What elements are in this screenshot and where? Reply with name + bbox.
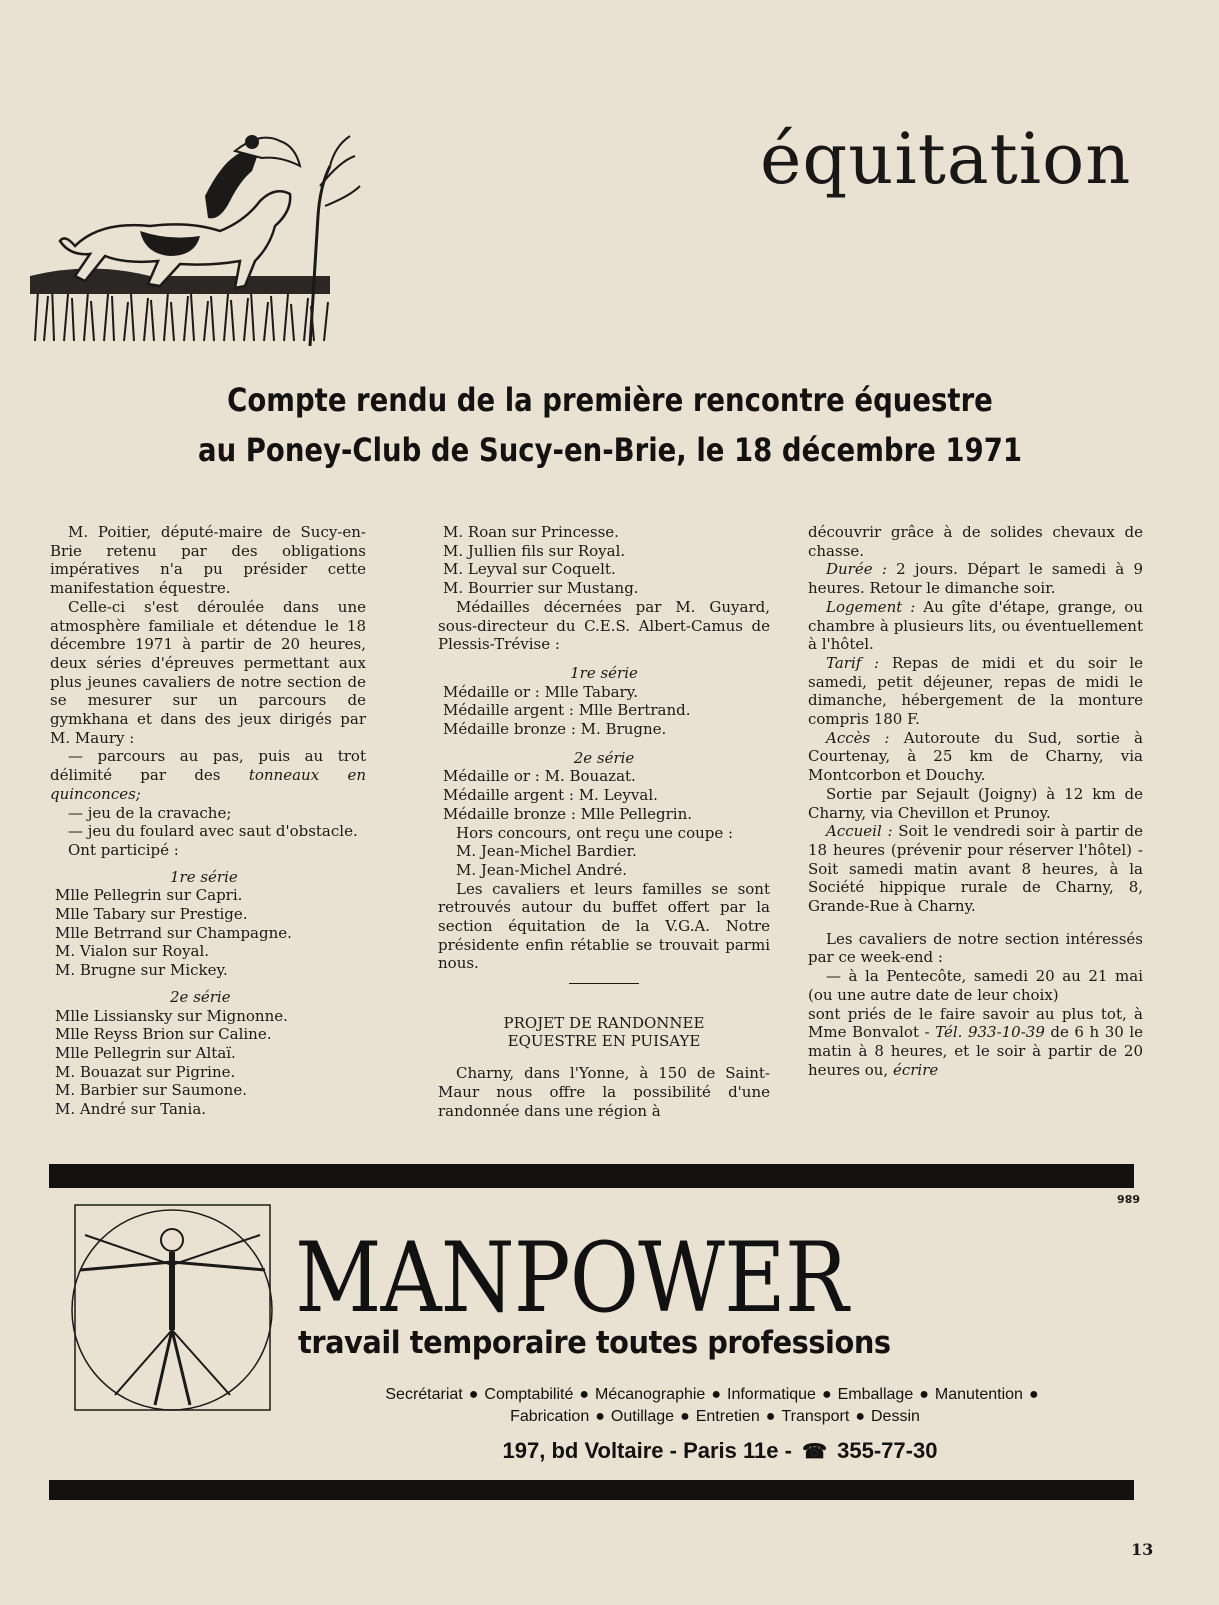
logement [808,598,1143,654]
service-item: Comptabilité [484,1386,574,1403]
value: Soit le vendredi soir à partir de 18 heures (prévenir pour réserver l'hôtel) - Soit samedi matin avant 8 heures, à la Société hippique rurale de Charny, 8, Grande-Rue à Charny. [808,822,1143,916]
bullet-icon: ● [680,1408,690,1425]
service-item: Secrétariat [385,1386,463,1403]
ad-top-bar [49,1164,1134,1188]
bullet-icon: ● [919,1386,929,1403]
service-item: Dessin [871,1408,920,1425]
service-item: Entretien [695,1408,760,1425]
projet-title-line-2: EQUESTRE EN PUISAYE [507,1032,701,1051]
serie-label: 2e série [573,748,635,767]
list-item: M. André sur Tania. [55,1100,207,1119]
paragraph: Celle-ci s'est déroulée dans une atmosphère familiale et détendue le 18 décembre 1971 à partir de 20 heures, deux séries d'épreuves permettant aux plus jeunes cavaliers de notre section de se mesurer sur un parcours de gymkhana et dans des jeux dirigés par M. Maury : [50,597,366,747]
ad-bottom-bar [49,1480,1134,1500]
horse-rider-illustration [30,126,365,346]
list-item: M. Barbier sur Saumone. [55,1081,247,1100]
headline-line-2: au Poney-Club de Sucy-en-Brie, le 18 décembre 1971 [197,431,1023,469]
list-item: M. Leyval sur Coquelt. [443,560,616,579]
list-item: Mlle Reyss Brion sur Caline. [55,1025,272,1044]
list-item: Mlle Pellegrin sur Altaï. [55,1043,236,1062]
paragraph: Charny, dans l'Yonne, à 150 de Saint-Maur nous offre la possibilité d'une randonnée dans une région à [438,1064,770,1120]
contact-text: de 6 h 30 le matin à 8 heures, et le soir à partir de 20 heures ou, [808,1023,1143,1079]
contact-phone: Tél. 933-10-39 [935,1023,1045,1042]
contact-paragraph [808,1005,1143,1080]
label: Logement : [826,597,916,616]
list-item: Mlle Pellegrin sur Capri. [55,886,243,905]
acces [808,729,1143,785]
list-item: Mlle Lissiansky sur Mignonne. [55,1006,288,1025]
ad-address [300,1438,1140,1464]
bullet-icon: ● [1028,1386,1039,1403]
hors-concours: Hors concours, ont reçu une coupe : [456,823,734,842]
service-item: Mécanographie [595,1386,706,1403]
bullet-icon: ● [821,1386,832,1403]
article-headline [137,375,1083,475]
bullet-icon: ● [711,1386,721,1403]
list-item: M. Bourrier sur Mustang. [443,579,639,598]
accueil [808,822,1143,916]
value: 2 jours. Départ le samedi à 9 heures. Retour le dimanche soir. [808,560,1143,598]
service-item: Manutention [934,1386,1023,1403]
label: Tarif : [826,653,880,672]
label: Accueil : [826,822,893,841]
participants-intro: Ont participé : [68,840,179,859]
section-title: équitation [760,118,1132,200]
contact-text: sont priés de le faire savoir au plus tot, à Mme Bonvalot - [808,1004,1143,1042]
label: Accès : [826,728,890,747]
ad-services-line-1 [295,1384,1135,1406]
list-item: M. Jean-Michel André. [456,860,628,879]
service-item: Transport [781,1408,850,1425]
value: Au gîte d'étape, grange, ou chambre à plusieurs lits, ou éventuellement à l'hôtel. [808,597,1143,654]
bullet-icon: ● [595,1408,605,1425]
event-item: — jeu du foulard avec saut d'obstacle. [68,822,358,841]
list-item: Mlle Betrrand sur Champagne. [55,923,292,942]
article-column-3 [808,523,1143,1079]
event-item [50,747,366,803]
serie-label: 1re série [170,867,238,886]
article-column-2 [438,523,770,1120]
address-text: 197, bd Voltaire - Paris 11e - [502,1438,792,1463]
service-item: Emballage [837,1386,914,1403]
event-item: — jeu de la cravache; [68,803,232,822]
event-text: — parcours au pas, puis au trot délimité par des [50,747,366,785]
page-number: 13 [1131,1540,1154,1559]
bullet-icon: ● [579,1386,590,1403]
medal-item: Médaille bronze : M. Brugne. [443,720,667,739]
paragraph: Sortie par Sejault (Joigny) à 12 km de Charny, via Chevillon et Prunoy. [808,784,1143,822]
bullet-icon: ● [765,1408,776,1425]
tarif [808,654,1143,729]
list-item: M. Jean-Michel Bardier. [456,842,637,861]
headline-line-1: Compte rendu de la première rencontre équestre [227,381,993,419]
medal-item: Médaille bronze : Mlle Pellegrin. [443,804,693,823]
label: Durée : [826,560,887,579]
service-item: Outillage [610,1408,675,1425]
paragraph: — à la Pentecôte, samedi 20 au 21 mai (ou une autre date de leur choix) [808,967,1143,1004]
medal-item: Médaille argent : Mlle Bertrand. [443,701,691,720]
projet-title [438,1014,770,1050]
list-item: M. Jullien fils sur Royal. [443,541,626,560]
section-divider [569,983,639,984]
value: Repas de midi et du soir le samedi, petit déjeuner, repas de midi le dimanche, hébergement de la monture compris 180 F. [808,653,1144,729]
value: Autoroute du Sud, sortie à Courtenay, à 25 km de Charny, via Montcorbon et Douchy. [808,728,1143,785]
paragraph: Les cavaliers de notre section intéressés par ce week-end : [808,929,1143,967]
ad-tagline: travail temporaire toutes professions [298,1325,891,1361]
medals-intro: Médailles décernées par M. Guyard, sous-directeur du C.E.S. Albert-Camus de Plessis-Trévise : [438,597,770,654]
phone-icon: ☎ [802,1441,827,1463]
bullet-icon: ● [468,1386,479,1403]
ad-brand-name: MANPOWER [295,1222,848,1334]
projet-title-line-1: PROJET DE RANDONNEE [503,1014,705,1033]
ad-services-line-2 [295,1406,1135,1428]
list-item: Mlle Tabary sur Prestige. [55,905,248,924]
article-column-1 [50,523,366,1119]
service-item: Fabrication [510,1408,590,1425]
vitruvian-man-illustration [60,1200,285,1420]
medal-item: Médaille or : Mlle Tabary. [443,682,638,701]
medal-item: Médaille or : M. Bouazat. [443,767,636,786]
list-item: M. Roan sur Princesse. [443,523,619,541]
medal-item: Médaille argent : M. Leyval. [443,786,658,805]
paragraph: M. Poitier, député-maire de Sucy-en-Brie retenu par des obligations impératives n'a pu présider cette manifestation équestre. [50,523,366,598]
ad-code: 686 [1117,1192,1140,1205]
paragraph: découvrir grâce à de solides chevaux de chasse. [808,523,1143,560]
service-item: Informatique [727,1386,816,1403]
event-italic: tonneaux en quinconces; [50,766,366,803]
list-item: M. Brugne sur Mickey. [55,961,228,980]
duree [808,560,1143,597]
bullet-icon: ● [855,1408,865,1425]
serie-label: 2e série [170,987,231,1006]
ad-services [295,1384,1135,1428]
list-item: M. Vialon sur Royal. [55,942,210,961]
list-item: M. Bouazat sur Pigrine. [55,1062,236,1081]
contact-ecrire: écrire [892,1060,939,1079]
serie-label: 1re série [570,663,638,682]
phone-number: 355-77-30 [837,1438,938,1463]
paragraph: Les cavaliers et leurs familles se sont retrouvés autour du buffet offert par la section équitation de la V.G.A. Notre présidente enfin rétablie se trouvait parmi nous. [438,879,770,973]
